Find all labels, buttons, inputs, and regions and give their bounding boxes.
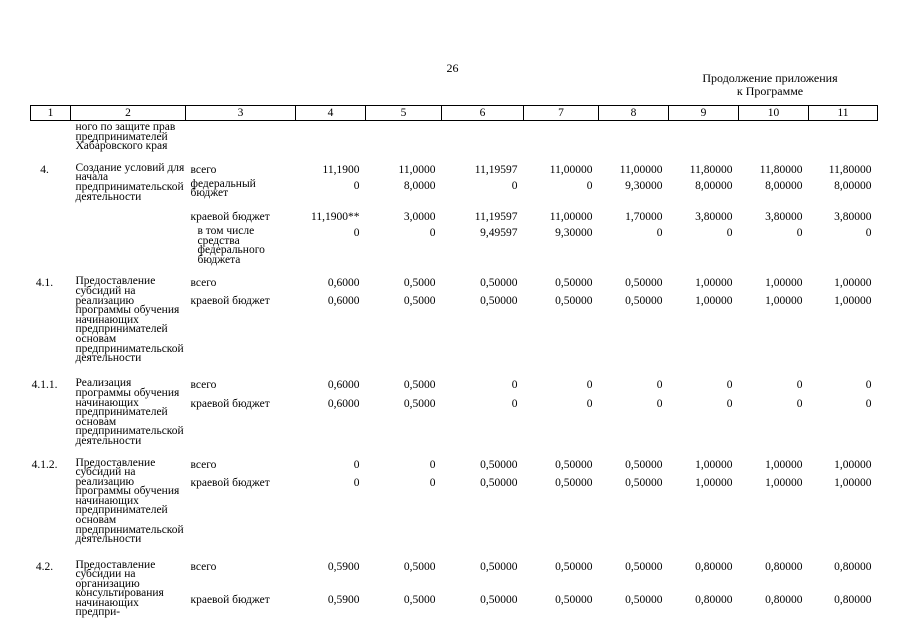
value-cell: 0,50000 — [480, 476, 518, 489]
value-cell: 0,5000 — [403, 379, 436, 392]
value-cell: 0 — [865, 379, 872, 392]
value-cell: 1,00000 — [765, 476, 803, 489]
value-cell: 11,80000 — [759, 163, 803, 176]
value-cell: 0,80000 — [765, 560, 803, 573]
value-cell: 0,5000 — [403, 295, 436, 308]
table-body — [31, 121, 878, 619]
row-title: Предоставление субсидий на реализацию программы обучения начинающих предпринимателей основам предпринимательской деятельности — [75, 275, 184, 365]
value-cell: 11,1900** — [311, 210, 360, 223]
program-table — [30, 105, 878, 618]
column-header-5: 5 — [366, 106, 442, 121]
value-cell: 0,50000 — [625, 594, 663, 607]
value-cell: 0 — [586, 397, 593, 410]
value-cell: 0,80000 — [834, 560, 872, 573]
value-cell: 0 — [429, 458, 436, 471]
value-cell: 8,0000 — [403, 179, 436, 192]
funding-source: краевой бюджет — [190, 397, 270, 410]
value-cell: 11,00000 — [549, 210, 593, 223]
funding-source: краевой бюджет — [190, 210, 270, 223]
value-cell: 9,49597 — [480, 226, 518, 239]
column-header-4: 4 — [296, 106, 366, 121]
value-cell: 0 — [865, 397, 872, 410]
value-cell: 1,00000 — [695, 277, 733, 290]
value-cell: 0 — [865, 226, 872, 239]
value-cell: 11,19597 — [474, 163, 518, 176]
value-cell: 0 — [429, 226, 436, 239]
page-number: 26 — [446, 61, 459, 75]
value-cell: 0 — [353, 179, 360, 192]
value-cell: 0,50000 — [555, 458, 593, 471]
funding-source: краевой бюджет — [190, 295, 270, 308]
value-cell: 0,5000 — [403, 594, 436, 607]
value-cell: 3,80000 — [834, 210, 872, 223]
value-cell: 0,50000 — [625, 277, 663, 290]
value-cell: 0,50000 — [625, 560, 663, 573]
value-cell: 0,50000 — [555, 277, 593, 290]
value-cell: 0 — [429, 476, 436, 489]
value-cell: 0 — [511, 179, 518, 192]
value-cell: 11,80000 — [689, 163, 733, 176]
value-cell: 11,80000 — [828, 163, 872, 176]
value-cell: 0,50000 — [555, 295, 593, 308]
row-number: 4.1.1. — [31, 379, 58, 392]
value-cell: 0,50000 — [555, 476, 593, 489]
value-cell: 0 — [656, 397, 663, 410]
value-cell: 0,5900 — [327, 594, 360, 607]
value-cell: 0,50000 — [480, 560, 518, 573]
value-cell: 0 — [726, 379, 733, 392]
value-cell: 0,6000 — [327, 397, 360, 410]
value-cell: 0,6000 — [327, 379, 360, 392]
value-cell: 11,00000 — [619, 163, 663, 176]
value-cell: 0 — [656, 379, 663, 392]
value-cell: 8,00000 — [765, 179, 803, 192]
value-cell: 0,50000 — [555, 560, 593, 573]
value-cell: 9,30000 — [625, 179, 663, 192]
value-cell: 0,50000 — [555, 594, 593, 607]
row-number: 4.2. — [35, 560, 54, 573]
value-cell: 8,00000 — [695, 179, 733, 192]
column-header-1: 1 — [31, 106, 71, 121]
column-header-9: 9 — [669, 106, 739, 121]
value-cell: 3,0000 — [403, 210, 436, 223]
table-header — [31, 106, 878, 121]
value-cell: 1,00000 — [765, 277, 803, 290]
value-cell: 1,00000 — [834, 476, 872, 489]
value-cell: 0 — [511, 379, 518, 392]
value-cell: 0 — [796, 379, 803, 392]
funding-source: всего — [190, 277, 217, 290]
table-row — [31, 152, 878, 176]
value-cell: 0 — [353, 476, 360, 489]
value-cell: 1,00000 — [765, 295, 803, 308]
table-row — [31, 549, 878, 589]
column-header-6: 6 — [442, 106, 524, 121]
value-cell: 0 — [656, 226, 663, 239]
value-cell: 1,00000 — [695, 476, 733, 489]
value-cell: 0,50000 — [625, 476, 663, 489]
value-cell: 0,50000 — [625, 458, 663, 471]
value-cell: 11,19597 — [474, 210, 518, 223]
value-cell: 1,00000 — [695, 458, 733, 471]
value-cell: 0,50000 — [625, 295, 663, 308]
value-cell: 0,80000 — [695, 594, 733, 607]
value-cell: 0,5900 — [327, 560, 360, 573]
column-header-7: 7 — [524, 106, 599, 121]
value-cell: 0 — [726, 397, 733, 410]
value-cell: 9,30000 — [555, 226, 593, 239]
row-title: Реализация программы обучения начинающих предпринимателей основам предпринимательской деятельности — [75, 377, 184, 447]
value-cell: 1,00000 — [834, 295, 872, 308]
value-cell: 1,00000 — [834, 458, 872, 471]
value-cell: 3,80000 — [695, 210, 733, 223]
value-cell: 0 — [353, 226, 360, 239]
column-header-3: 3 — [186, 106, 296, 121]
value-cell: 0 — [796, 397, 803, 410]
value-cell: 0,50000 — [480, 295, 518, 308]
value-cell: 11,0000 — [398, 163, 436, 176]
continuation-text: ного по защите прав предпринимателей Хабаровского края — [75, 121, 176, 153]
value-cell: 0,80000 — [765, 594, 803, 607]
value-cell: 1,00000 — [765, 458, 803, 471]
value-cell: 0,6000 — [327, 277, 360, 290]
value-cell: 0 — [353, 458, 360, 471]
table-row — [31, 121, 878, 152]
table-row — [31, 367, 878, 391]
funding-source: краевой бюджет — [190, 476, 270, 489]
funding-source: всего — [190, 379, 217, 392]
value-cell: 0,50000 — [480, 458, 518, 471]
value-cell: 0 — [796, 226, 803, 239]
continuation-caption — [690, 72, 850, 98]
row-number: 4.1. — [35, 277, 54, 290]
row-title: Предоставление субсидий на реализацию программы обучения начинающих предпринимателей основам предпринимательской деятельности — [75, 456, 184, 546]
value-cell: 11,00000 — [549, 163, 593, 176]
value-cell: 0 — [511, 397, 518, 410]
value-cell: 0,50000 — [480, 277, 518, 290]
value-cell: 0 — [586, 379, 593, 392]
value-cell: 0 — [586, 179, 593, 192]
funding-source: всего — [190, 163, 217, 176]
value-cell: 1,00000 — [834, 277, 872, 290]
value-cell: 0,80000 — [834, 594, 872, 607]
column-header-2: 2 — [71, 106, 186, 121]
funding-source: федеральный бюджет — [190, 177, 256, 200]
funding-source: всего — [190, 560, 217, 573]
row-title: Предоставление субсидии на организацию консультирования начинающих предпри- — [75, 558, 164, 619]
value-cell: 0,5000 — [403, 277, 436, 290]
value-cell: 0 — [726, 226, 733, 239]
row-number: 4. — [40, 163, 49, 176]
value-cell: 0,5000 — [403, 560, 436, 573]
value-cell: 0,5000 — [403, 397, 436, 410]
column-header-8: 8 — [599, 106, 669, 121]
value-cell: 0,6000 — [327, 295, 360, 308]
table-row — [31, 265, 878, 289]
value-cell: 1,00000 — [695, 295, 733, 308]
funding-source: всего — [190, 458, 217, 471]
column-header-11: 11 — [809, 106, 878, 121]
value-cell: 0,50000 — [480, 594, 518, 607]
column-header-10: 10 — [739, 106, 809, 121]
value-cell: 8,00000 — [834, 179, 872, 192]
value-cell: 0,80000 — [695, 560, 733, 573]
row-number: 4.1.2. — [31, 458, 58, 471]
table-row — [31, 447, 878, 471]
value-cell: 1,70000 — [625, 210, 663, 223]
funding-source: в том числе средства федерального бюджета — [197, 224, 265, 266]
continuation-line-2: к Программе — [736, 84, 804, 98]
funding-source: краевой бюджет — [190, 594, 270, 607]
continuation-line-1: Продолжение приложения — [702, 71, 838, 85]
row-title: Создание условий для начала предпринимательской деятельности — [75, 161, 185, 203]
value-cell: 11,1900 — [322, 163, 360, 176]
value-cell: 3,80000 — [765, 210, 803, 223]
